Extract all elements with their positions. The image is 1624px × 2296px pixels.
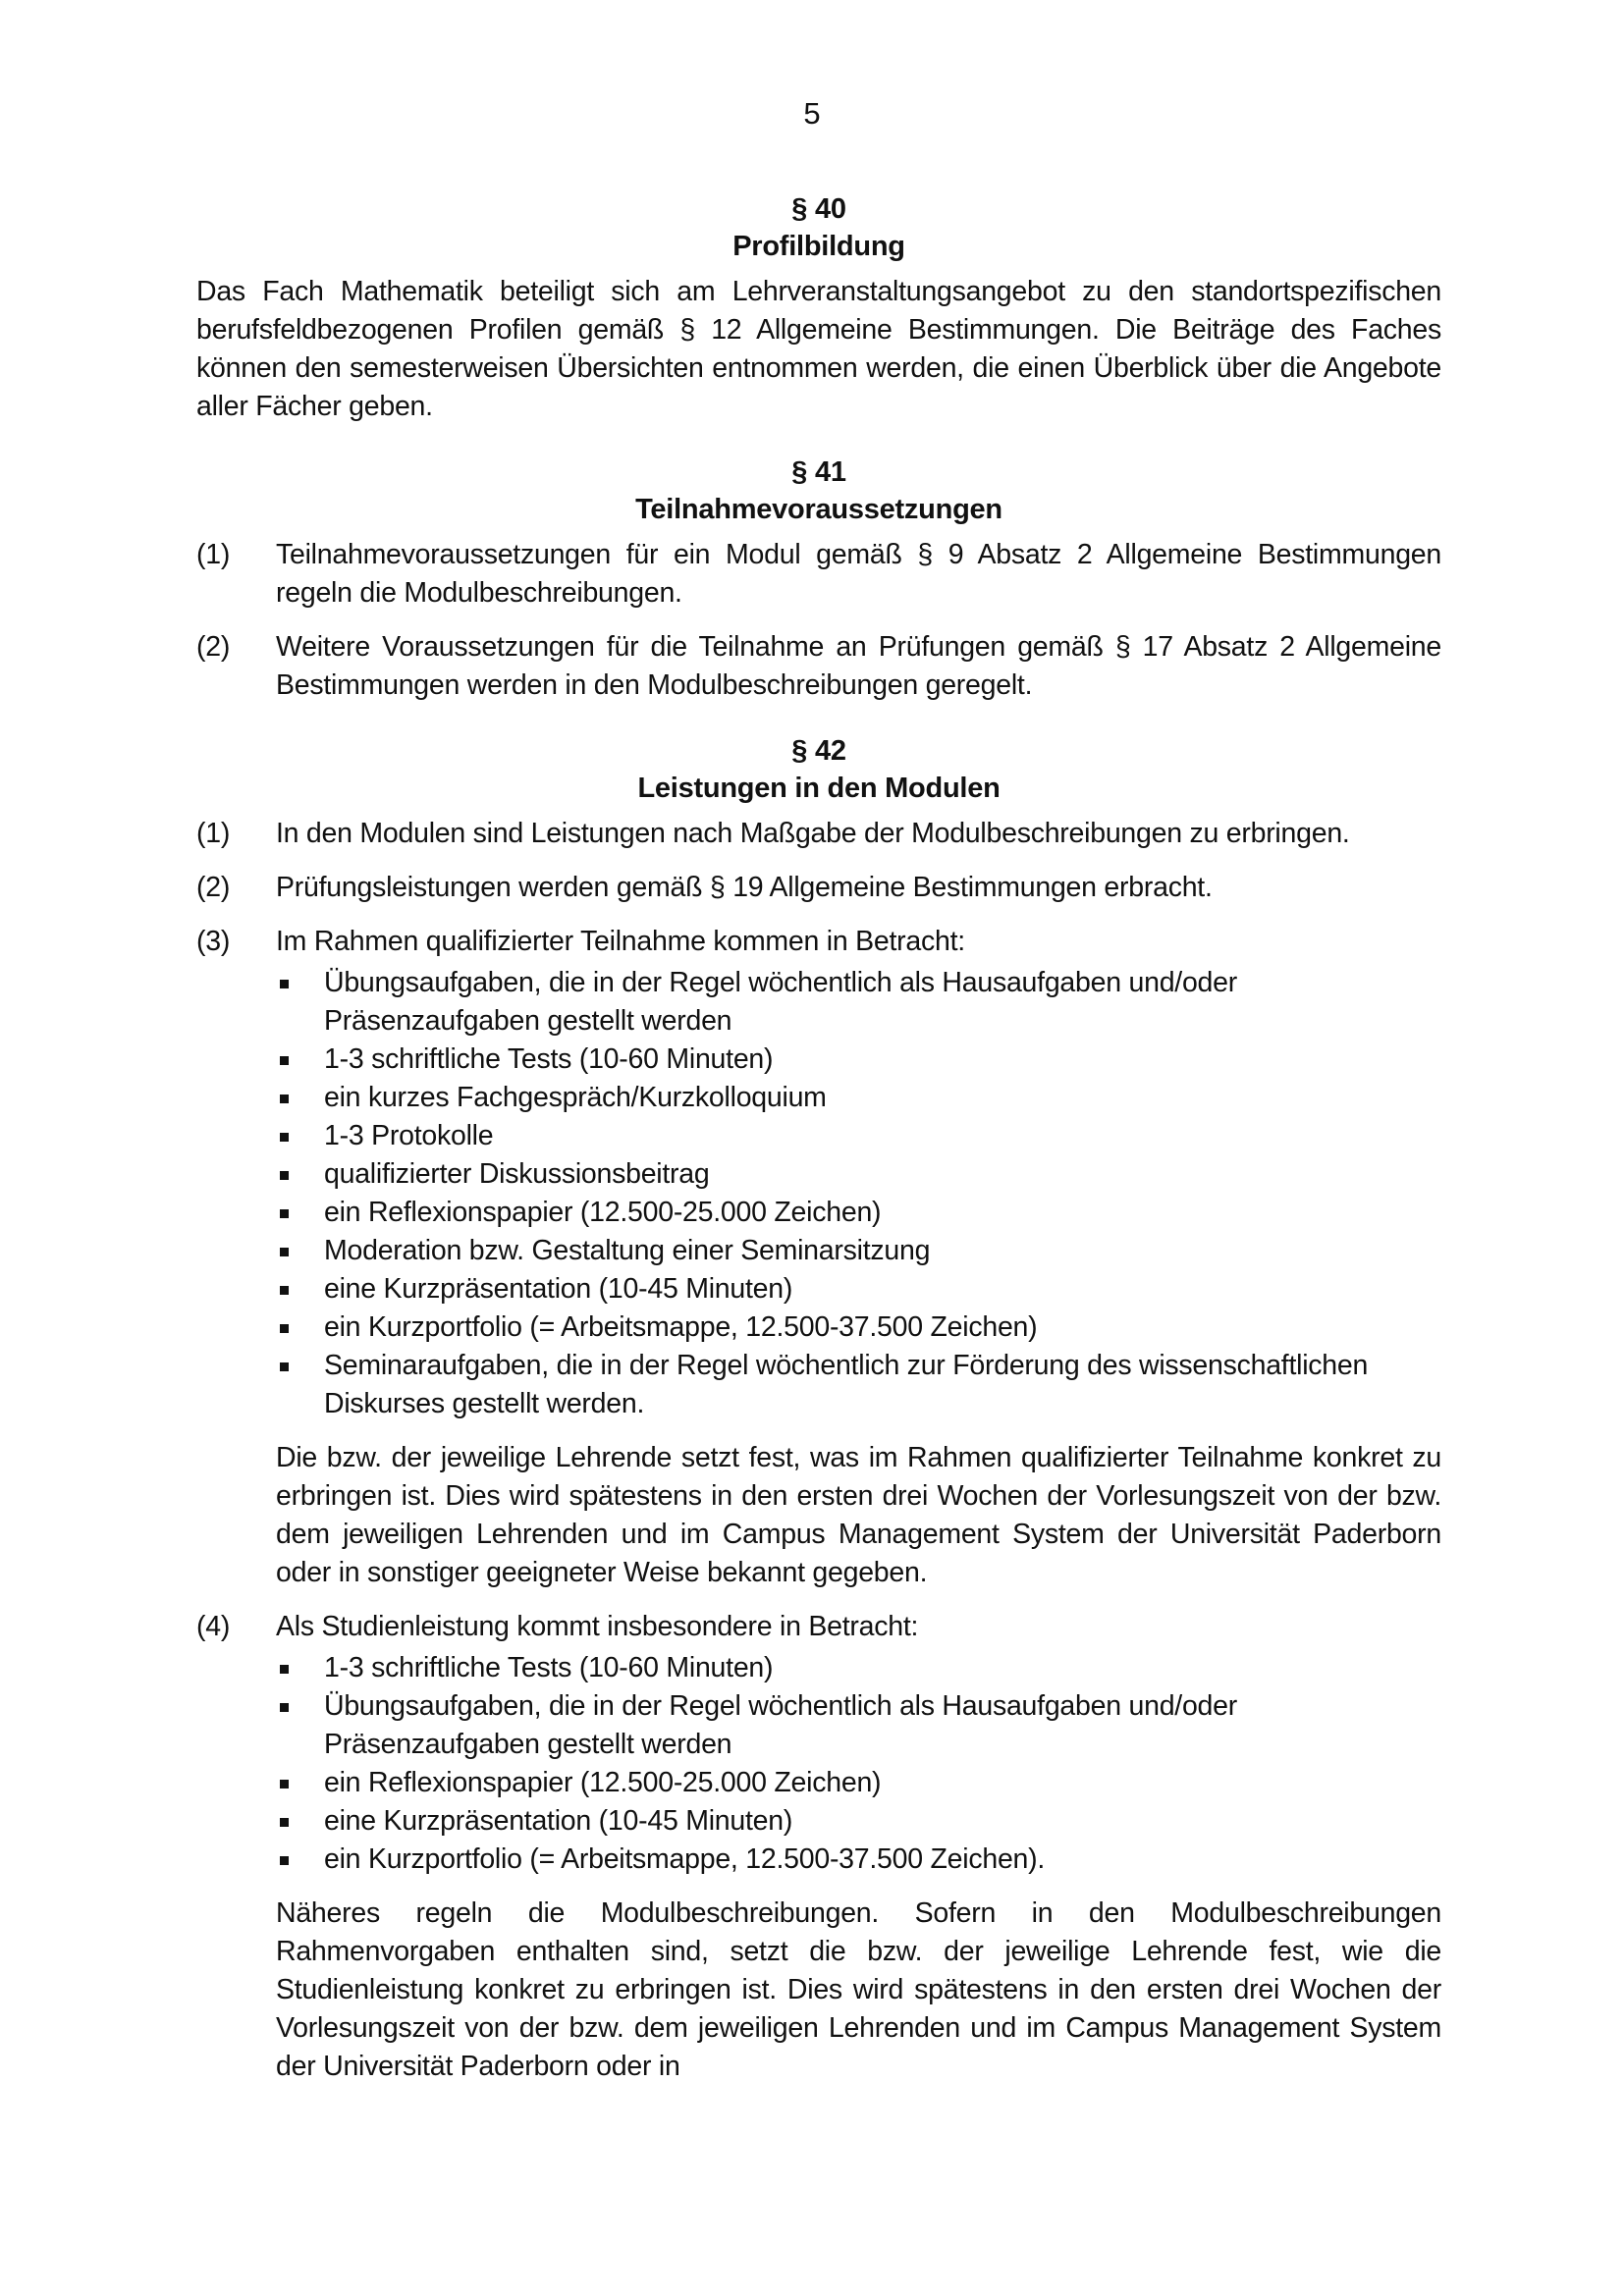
square-bullet-icon [276,1232,324,1270]
item-number: (2) [196,872,231,903]
square-bullet-icon [276,1764,324,1802]
section-title: Leistungen in den Modulen [637,773,1001,804]
bullet-text: 1-3 Protokolle [324,1120,494,1151]
item-closing: Die bzw. der jeweilige Lehrende setzt fest, was im Rahmen qualifizierter Teilnahme konkret zu erbringen ist. Dies wird spätestens in den ersten drei Wochen der Vorlesungszeit von der bzw. dem jeweiligen Lehrenden und im Campus Management System der Universität Paderborn oder in sonstiger geeigneter Weise bekannt gegeben. [276,1442,1441,1588]
item-text: Teilnahmevoraussetzungen für ein Modul gemäß § 9 Absatz 2 Allgemeine Bestimmungen regeln die Modulbeschreibungen. [276,539,1441,609]
square-bullet-icon [276,1649,324,1687]
numbered-item [196,923,1441,1592]
item-closing: Näheres regeln die Modulbeschreibungen. Sofern in den Modulbeschreibungen Rahmenvorgaben enthalten sind, setzt die bzw. der jeweilige Lehrende fest, wie die Studienleistung konkret zu erbringen ist. Dies wird spätestens in den ersten drei Wochen der Vorlesungszeit von der bzw. dem jeweiligen Lehrenden und im Campus Management System der Universität Paderborn oder in [276,1897,1441,2082]
square-bullet-icon [276,1117,324,1155]
section-42-heading [196,732,1441,807]
section-title: Teilnahmevoraussetzungen [635,494,1002,525]
section-40 [196,190,1441,426]
item-number: (1) [196,539,231,570]
bullet-text: ein Kurzportfolio (= Arbeitsmappe, 12.500-37.500 Zeichen) [324,1311,1038,1343]
bullet-text: 1-3 schriftliche Tests (10-60 Minuten) [324,1652,774,1683]
bullet-text: Moderation bzw. Gestaltung einer Seminarsitzung [324,1235,931,1266]
numbered-item [196,628,1441,705]
bullet-text: Seminaraufgaben, die in der Regel wöchentlich zur Förderung des wissenschaftlichen Diskurses gestellt werden. [324,1350,1369,1419]
bullet-text: qualifizierter Diskussionsbeitrag [324,1158,710,1190]
numbered-item [196,815,1441,853]
square-bullet-icon [276,1270,324,1308]
bullet-item [276,1079,1441,1117]
bullet-item [276,1802,1441,1841]
bullet-text: ein Kurzportfolio (= Arbeitsmappe, 12.500-37.500 Zeichen). [324,1843,1046,1875]
bullet-item [276,1649,1441,1687]
page-number: 5 [803,96,821,131]
item-number: (1) [196,818,231,849]
bullet-item [276,1155,1441,1194]
section-41 [196,454,1441,705]
section-number: § 42 [791,735,846,767]
square-bullet-icon [276,1079,324,1117]
bullet-item [276,1764,1441,1802]
square-bullet-icon [276,1308,324,1347]
square-bullet-icon [276,1041,324,1079]
item-number: (2) [196,631,231,663]
item-intro: Als Studienleistung kommt insbesondere in Betracht: [276,1611,919,1642]
item-text: Weitere Voraussetzungen für die Teilnahme an Prüfungen gemäß § 17 Absatz 2 Allgemeine Bestimmungen werden in den Modulbeschreibungen geregelt. [276,631,1441,701]
bullet-item [276,1194,1441,1232]
section-42 [196,732,1441,2086]
section-41-heading [196,454,1441,528]
bullet-item [276,964,1441,1041]
item-intro: Im Rahmen qualifizierter Teilnahme kommen in Betracht: [276,926,965,957]
square-bullet-icon [276,1155,324,1194]
item-number: (3) [196,926,231,957]
square-bullet-icon [276,1347,324,1423]
bullet-text: 1-3 schriftliche Tests (10-60 Minuten) [324,1043,774,1075]
bullet-text: Übungsaufgaben, die in der Regel wöchentlich als Hausaufgaben und/oder Präsenzaufgaben gestellt werden [324,1690,1237,1760]
bullet-item [276,1841,1441,1879]
bullet-list [276,964,1441,1423]
item-number: (4) [196,1611,231,1642]
bullet-item [276,1041,1441,1079]
square-bullet-icon [276,1687,324,1764]
bullet-text: ein kurzes Fachgespräch/Kurzkolloquium [324,1082,827,1113]
bullet-text: eine Kurzpräsentation (10-45 Minuten) [324,1805,793,1837]
section-40-heading [196,190,1441,265]
bullet-item [276,1117,1441,1155]
bullet-item [276,1270,1441,1308]
bullet-item [276,1347,1441,1423]
section-title: Profilbildung [732,231,905,262]
numbered-item [196,536,1441,613]
item-text: Prüfungsleistungen werden gemäß § 19 Allgemeine Bestimmungen erbracht. [276,872,1213,903]
square-bullet-icon [276,964,324,1041]
bullet-text: ein Reflexionspapier (12.500-25.000 Zeichen) [324,1767,882,1798]
section-number: § 40 [791,193,846,225]
square-bullet-icon [276,1194,324,1232]
bullet-item [276,1232,1441,1270]
bullet-item [276,1687,1441,1764]
bullet-text: eine Kurzpräsentation (10-45 Minuten) [324,1273,793,1305]
square-bullet-icon [276,1841,324,1879]
bullet-item [276,1308,1441,1347]
square-bullet-icon [276,1802,324,1841]
section-40-paragraph: Das Fach Mathematik beteiligt sich am Lehrveranstaltungsangebot zu den standortspezifischen berufsfeldbezogenen Profilen gemäß § 12 Allgemeine Bestimmungen. Die Beiträge des Faches können den semesterweisen Übersichten entnommen werden, die einen Überblick über die Angebote aller Fächer geben. [196,276,1441,422]
bullet-text: ein Reflexionspapier (12.500-25.000 Zeichen) [324,1197,882,1228]
bullet-list [276,1649,1441,1879]
document-body [196,190,1441,2113]
bullet-text: Übungsaufgaben, die in der Regel wöchentlich als Hausaufgaben und/oder Präsenzaufgaben gestellt werden [324,967,1237,1037]
section-number: § 41 [791,456,846,488]
numbered-item [196,1608,1441,2086]
item-text: In den Modulen sind Leistungen nach Maßgabe der Modulbeschreibungen zu erbringen. [276,818,1350,849]
numbered-item [196,869,1441,907]
